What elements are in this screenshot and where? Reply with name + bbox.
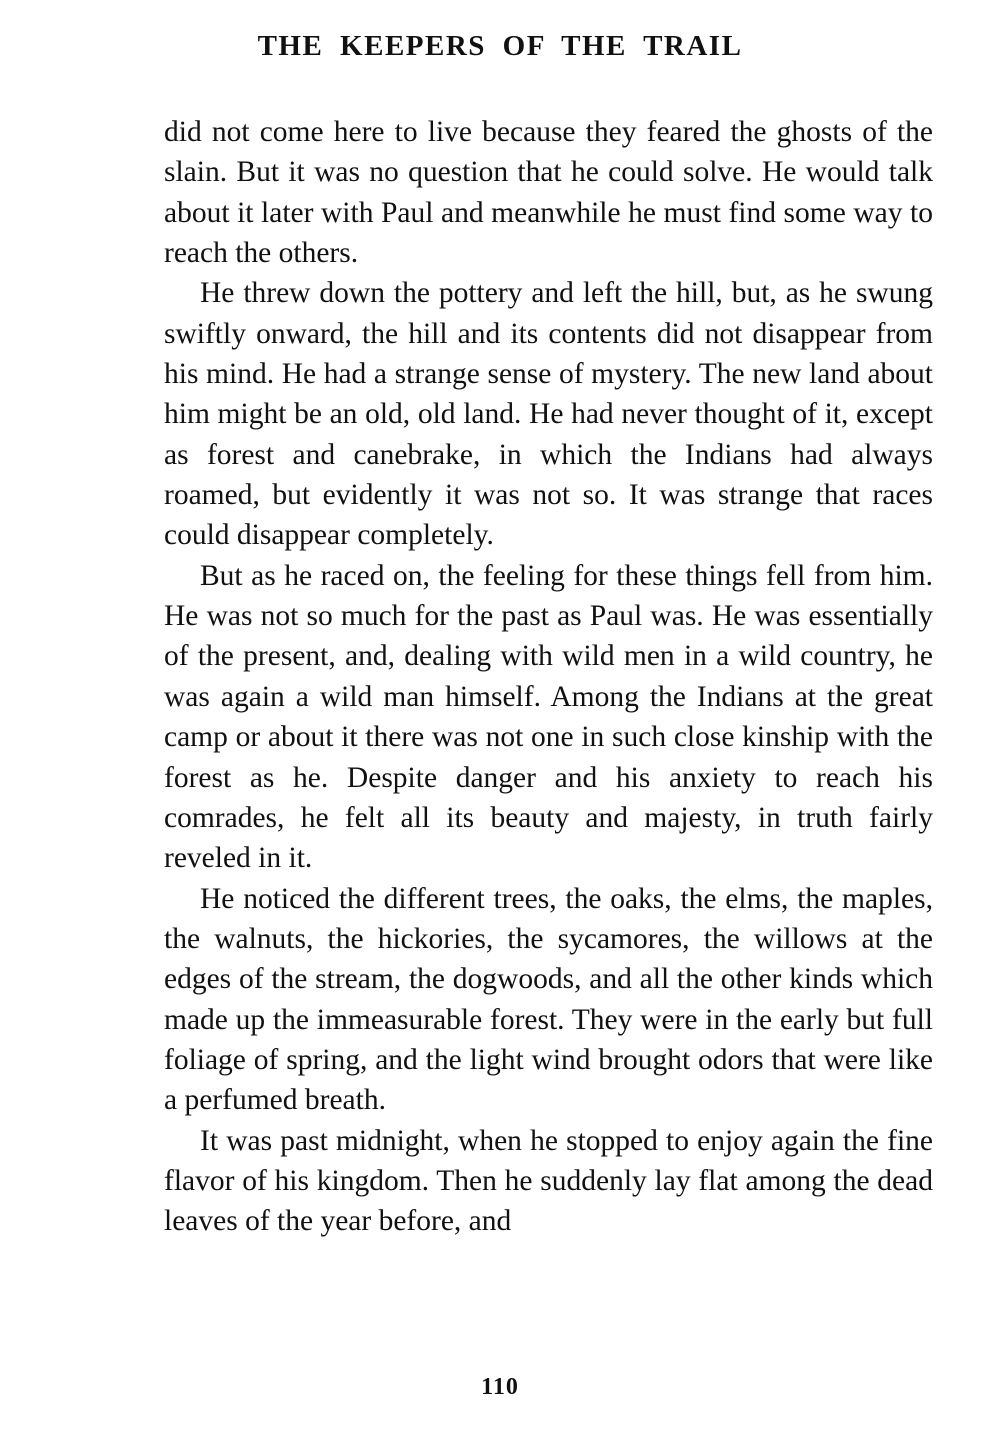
paragraph-raced-on: But as he raced on, the feeling for these things fell from him. He was not so much for the past as Paul was. He was essentially of the present, and, dealing with wild men in a wild country, he was again a wild man himself. Among the Indians at the great camp or about it there was not one in such close kinship with the forest as he. Despite danger and his anxiety to reach his comrades, he felt all its beauty and majesty, in truth fairly reveled in it. <box>164 559 933 875</box>
paragraph-trees: He noticed the different trees, the oaks, the elms, the maples, the walnuts, the hickories, the sycamores, the willows at the edges of the stream, the dogwoods, and all the other kinds which made up the immeasurable forest. They were in the early but full foliage of spring, and the light wind brought odors that were like a perfumed breath. <box>164 882 933 1117</box>
paragraph-midnight: It was past midnight, when he stopped to enjoy again the fine flavor of his kingdom. Then he suddenly lay flat among the dead leaves of the year before, and <box>164 1124 933 1238</box>
body-text <box>164 112 933 1242</box>
running-head-title: THE KEEPERS OF THE TRAIL <box>257 30 743 62</box>
paragraph-continued: did not come here to live because they feared the ghosts of the slain. But it was no question that he could solve. He would talk about it later with Paul and meanwhile he must find some way to reach the others. <box>164 116 933 270</box>
paragraph-pottery: He threw down the pottery and left the hill, but, as he swung swiftly onward, the hill and its contents did not disappear from his mind. He had a strange sense of mystery. The new land about him might be an old, old land. He had never thought of it, except as forest and canebrake, in which the Indians had always roamed, but evidently it was not so. It was strange that races could disappear completely. <box>164 277 933 552</box>
page-number: 110 <box>481 1374 519 1400</box>
